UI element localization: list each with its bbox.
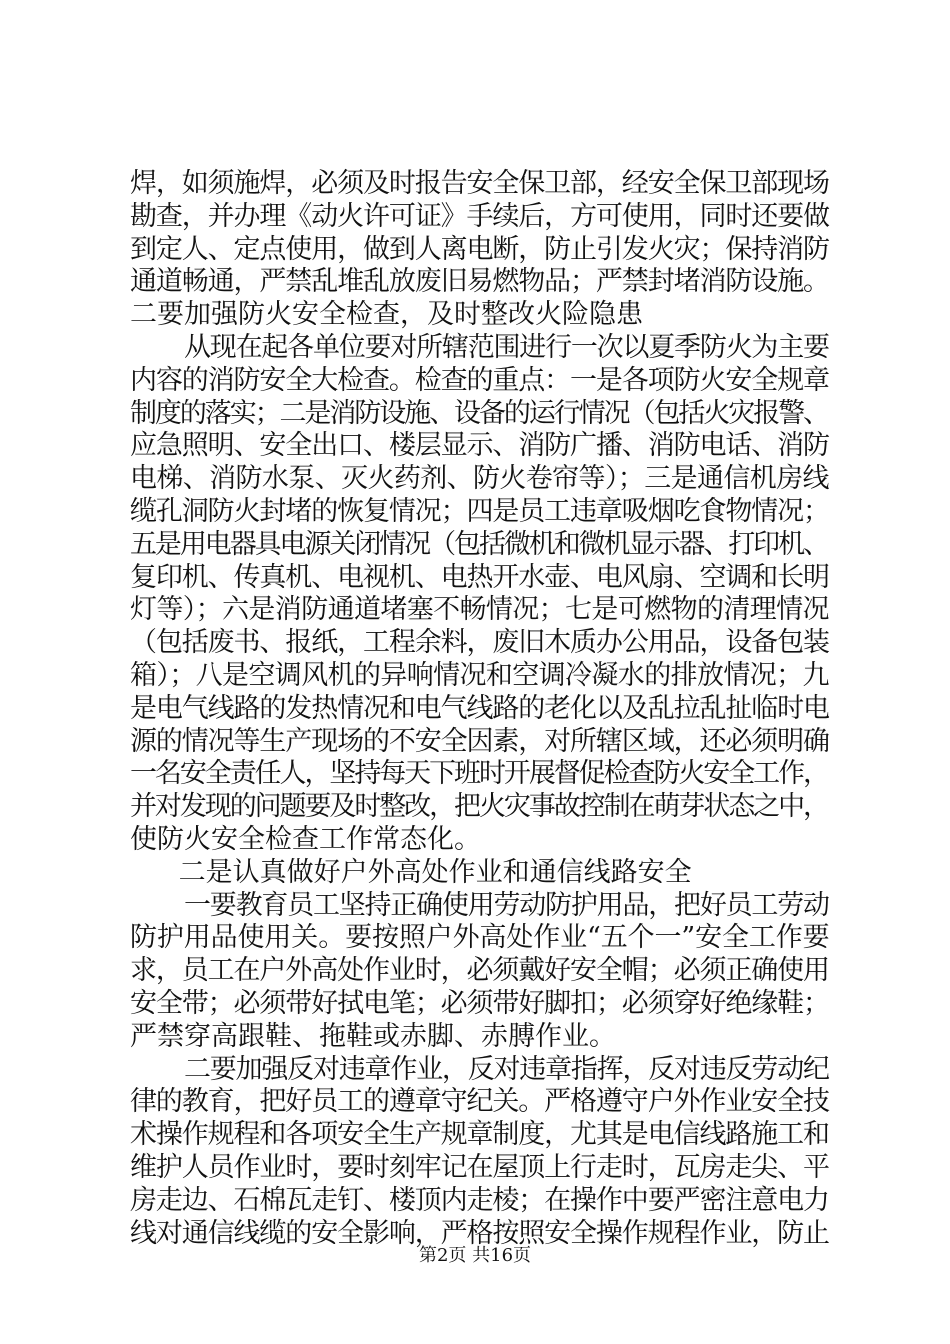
text-line: 二要加强反对违章作业，反对违章指挥，反对违反劳动纪: [184, 1053, 829, 1085]
text-line: 使防火安全检查工作常态化。: [130, 823, 481, 855]
text-line: 电梯、消防水泵、灭火药剂、防火卷帘等）；三是通信机房线: [130, 463, 829, 495]
text-line: 勘查，并办理《动火许可证》手续后，方可使用，同时还要做: [130, 200, 829, 232]
text-line: 二要加强防火安全检查，及时整改火险隐患: [130, 299, 643, 331]
text-line: 严禁穿高跟鞋、拖鞋或赤脚、赤膊作业。: [130, 1020, 616, 1052]
text-line: 安全带；必须带好拭电笔；必须带好脚扣；必须穿好绝缘鞋；: [130, 987, 829, 1019]
text-line: 房走边、石棉瓦走钉、楼顶内走棱；在操作中要严密注意电力: [130, 1184, 829, 1216]
document-body: [130, 168, 830, 1250]
text-line: 是电气线路的发热情况和电气线路的老化以及乱拉乱扯临时电: [130, 692, 829, 724]
text-line: 求，员工在户外高处作业时，必须戴好安全帽；必须正确使用: [130, 955, 829, 987]
text-line: 缆孔洞防火封堵的恢复情况；四是员工违章吸烟吃食物情况；: [130, 495, 829, 527]
text-line: 内容的消防安全大检查。检查的重点：一是各项防火安全规章: [130, 364, 829, 396]
text-line: 一名安全责任人，坚持每天下班时开展督促检查防火安全工作，: [130, 758, 828, 790]
text-line: 并对发现的问题要及时整改，把火灾事故控制在萌芽状态之中，: [130, 791, 828, 823]
text-line: 维护人员作业时，要时刻牢记在屋顶上行走时，瓦房走尖、平: [130, 1151, 829, 1183]
text-line: 到定人、定点使用，做到人离电断，防止引发火灾；保持消防: [130, 233, 829, 265]
text-line: 防护用品使用关。要按照户外高处作业“五个一”安全工作要: [130, 922, 830, 954]
text-line: 五是用电器具电源关闭情况（包括微机和微机显示器、打印机、: [130, 528, 828, 560]
text-line: 焊，如须施焊，必须及时报告安全保卫部，经安全保卫部现场: [130, 168, 829, 199]
text-line: 制度的落实；二是消防设施、设备的运行情况（包括火灾报警、: [130, 397, 828, 429]
text-line: 二是认真做好户外高处作业和通信线路安全: [178, 856, 692, 888]
text-line: 通道畅通，严禁乱堆乱放废旧易燃物品；严禁封堵消防设施。: [130, 266, 829, 298]
text-line: 源的情况等生产现场的不安全因素，对所辖区域，还必须明确: [130, 725, 829, 757]
text-line: （包括废书、报纸，工程余料，废旧木质办公用品，设备包装: [130, 627, 829, 659]
text-line: 术操作规程和各项安全生产规章制度，尤其是电信线路施工和: [130, 1119, 829, 1151]
text-line: 律的教育，把好员工的遵章守纪关。严格遵守户外作业安全技: [130, 1086, 829, 1118]
text-line: 从现在起各单位要对所辖范围进行一次以夏季防火为主要: [184, 331, 829, 363]
text-line: 复印机、传真机、电视机、电热开水壶、电风扇、空调和长明: [130, 561, 829, 593]
text-line: 灯等）；六是消防通道堵塞不畅情况；七是可燃物的清理情况: [130, 594, 829, 626]
text-line: 箱）；八是空调风机的异响情况和空调冷凝水的排放情况；九: [130, 659, 829, 691]
text-line: 线对通信线缆的安全影响，严格按照安全操作规程作业，防止: [130, 1217, 829, 1249]
page-footer: 第2页 共16页: [418, 1245, 532, 1266]
text-line: 一要教育员工坚持正确使用劳动防护用品，把好员工劳动: [184, 889, 829, 921]
text-line: 应急照明、安全出口、楼层显示、消防广播、消防电话、消防: [130, 430, 829, 462]
